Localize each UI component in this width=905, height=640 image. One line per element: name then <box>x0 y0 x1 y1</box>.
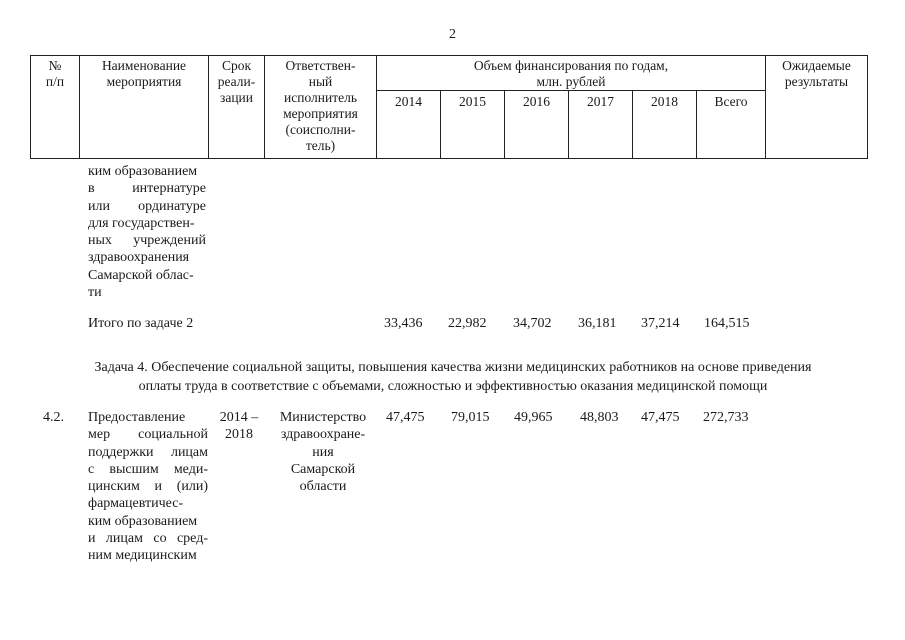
row-4-2-term-line: 2018 <box>225 427 253 443</box>
task4-heading-line: Задача 4. Обеспечение социальной защиты, повышения качества жизни медицинских работников на основе приведения <box>94 360 812 375</box>
header-year-2016: 2016 <box>523 94 550 109</box>
row-4-2-name-line: ким образованием <box>88 513 198 529</box>
row-4-2-executor-line: здравоохране- <box>280 427 366 443</box>
row-4-2-executor-line: Министерство <box>279 410 367 425</box>
row-4-2-name-line: фармацевтичес- <box>88 496 184 512</box>
header-col-executor-line: ный <box>308 74 333 89</box>
header-col-name <box>80 58 208 90</box>
continued-row-line: ных учреждений <box>88 233 206 249</box>
header-col-term-line: реали- <box>217 74 256 89</box>
header-col-funding-line: Объем финансирования по годам, <box>473 58 669 73</box>
row-4-2-name-line: с высшим меди- <box>88 461 208 477</box>
continued-row-line: в интернатуре <box>88 181 206 197</box>
header-col-executor-line: (соисполни- <box>285 122 356 137</box>
row-4-2-name-line: мер социальной <box>88 427 208 443</box>
header-col-results <box>766 58 867 90</box>
total-task2-2017: 36,181 <box>578 316 617 331</box>
row-4-2-2014: 47,475 <box>386 410 425 425</box>
header-col-number-line: п/п <box>45 74 65 89</box>
header-col-executor-line: исполнитель <box>284 90 357 105</box>
header-col-funding-line: млн. рублей <box>536 74 606 89</box>
row-4-2-number: 4.2. <box>43 410 64 425</box>
header-col-results-line: Ожидаемые <box>782 58 851 73</box>
row-4-2-2015: 79,015 <box>451 410 490 425</box>
row-4-2-2016: 49,965 <box>514 410 553 425</box>
row-4-2-name-line: цинским и (или) <box>88 479 208 495</box>
row-4-2-executor-line: ния <box>312 444 334 460</box>
header-col-executor-line: мероприятия <box>283 106 358 121</box>
row-4-2-term-line: 2014 – <box>219 410 259 425</box>
row-4-2-name <box>88 409 208 565</box>
continued-row-line: Самарской облас- <box>88 267 194 283</box>
header-col-name-line: Наименование <box>101 58 187 73</box>
total-task2-2015: 22,982 <box>448 316 487 331</box>
row-4-2-name-line: Предоставление <box>88 410 186 425</box>
header-col-results-line: результаты <box>784 74 849 89</box>
row-4-2-term <box>212 409 266 444</box>
continued-row-line: ти <box>88 285 102 301</box>
row-4-2-total: 272,733 <box>703 410 749 425</box>
task4-heading <box>30 358 876 396</box>
header-col-term <box>209 58 264 106</box>
header-top-border <box>30 55 868 56</box>
row-4-2-executor-line: Самарской <box>290 461 356 477</box>
continued-row-name <box>88 163 206 301</box>
row-4-2-executor <box>268 409 378 495</box>
header-col-funding <box>377 58 765 90</box>
row-4-2-2018: 47,475 <box>641 410 680 425</box>
total-task2-2014: 33,436 <box>384 316 423 331</box>
header-col-executor-line: тель) <box>305 138 336 153</box>
page-number: 2 <box>449 27 456 42</box>
header-col-executor <box>265 58 376 154</box>
header-year-2017: 2017 <box>587 94 614 109</box>
task4-heading-line: оплаты труда в соответствие с объемами, сложностью и эффективностью оказания медицинской помощи <box>138 379 768 394</box>
row-4-2-name-line: ним медицинским <box>88 548 197 564</box>
continued-row-line: здравоохранения <box>88 250 190 266</box>
header-year-2018: 2018 <box>651 94 678 109</box>
continued-row-line: или ординатуре <box>88 198 206 214</box>
total-task2-2016: 34,702 <box>513 316 552 331</box>
total-task2-label: Итого по задаче 2 <box>88 316 194 331</box>
header-total: Всего <box>714 94 748 109</box>
vline-11 <box>867 55 868 159</box>
header-col-term-line: Срок <box>221 58 252 73</box>
header-bottom-border <box>30 158 868 159</box>
header-col-executor-line: Ответствен- <box>285 58 356 73</box>
header-col-term-line: зации <box>220 90 253 105</box>
header-col-number <box>31 58 79 90</box>
row-4-2-name-line: и лицам со сред- <box>88 531 208 547</box>
row-4-2-name-line: поддержки лицам <box>88 444 208 460</box>
continued-row-line: ким образованием <box>88 164 198 179</box>
row-4-2-executor-line: области <box>299 479 347 495</box>
header-year-2014: 2014 <box>395 94 422 109</box>
header-col-number-line: № <box>48 58 62 73</box>
row-4-2-2017: 48,803 <box>580 410 619 425</box>
header-col-name-line: мероприятия <box>106 74 182 89</box>
continued-row-line: для государствен- <box>88 215 195 231</box>
header-year-2015: 2015 <box>459 94 486 109</box>
total-task2-2018: 37,214 <box>641 316 680 331</box>
years-divider <box>376 90 765 91</box>
total-task2-total: 164,515 <box>704 316 750 331</box>
